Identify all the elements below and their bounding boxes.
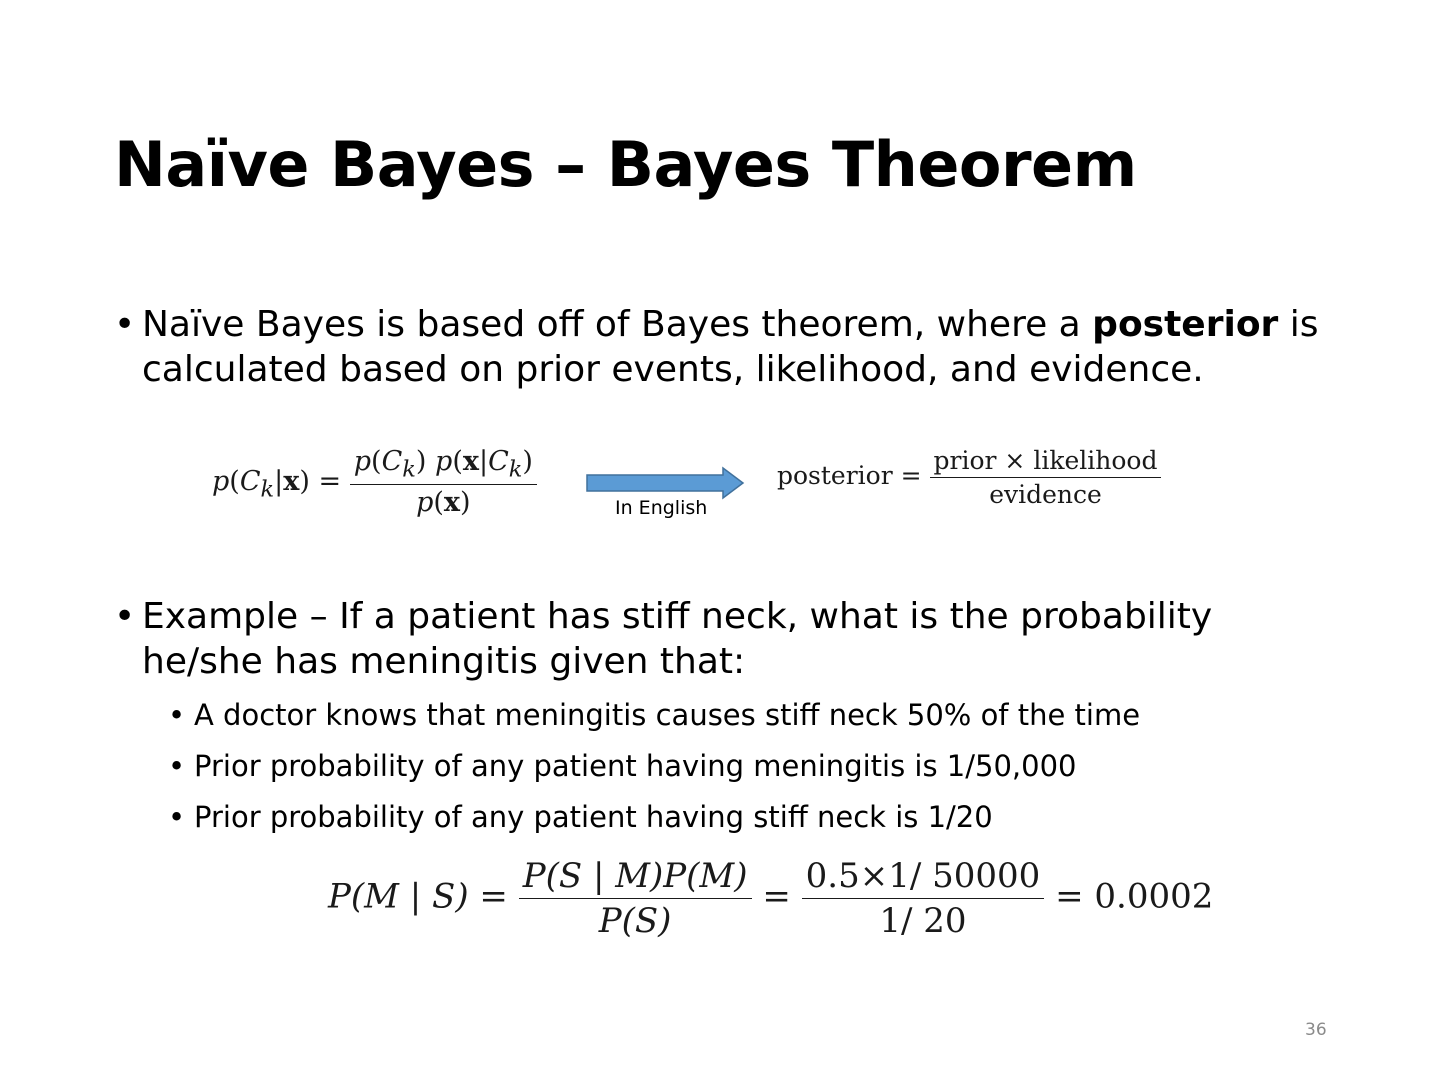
page-number: 36 bbox=[1305, 1020, 1327, 1040]
bullet-dot: • bbox=[114, 304, 136, 345]
fraction-denominator: evidence bbox=[989, 480, 1102, 509]
math-symbol: | bbox=[478, 446, 489, 477]
math-symbol: C bbox=[239, 465, 261, 497]
fraction-numerator: prior × likelihood bbox=[930, 446, 1162, 478]
math-symbol: x bbox=[283, 465, 300, 497]
math-symbol: x bbox=[462, 446, 479, 477]
math-symbol: ) bbox=[415, 446, 427, 477]
bullet-text-part: Naïve Bayes is based off of Bayes theorem, where a bbox=[142, 304, 1093, 345]
bullet-text bbox=[142, 302, 1344, 392]
sub-bullet bbox=[168, 697, 1328, 733]
math-symbol: ) bbox=[522, 446, 533, 477]
sub-bullet-text: Prior probability of any patient having meningitis is 1/50,000 bbox=[194, 749, 1077, 783]
math-symbol: ( bbox=[229, 465, 240, 497]
bullet-text-part: is calculated based on prior events, likelihood, and evidence. bbox=[142, 304, 1319, 390]
fraction-denominator: P(S) bbox=[598, 901, 672, 941]
math-symbol: p bbox=[212, 465, 230, 497]
math-subscript: k bbox=[260, 476, 275, 503]
math-symbol: x bbox=[443, 487, 461, 519]
arrow-right-icon bbox=[585, 466, 745, 500]
math-symbol: ( bbox=[371, 446, 382, 477]
formula-lhs: posterior = bbox=[777, 461, 922, 490]
sub-bullet bbox=[168, 748, 1328, 784]
sub-bullet-dot: • bbox=[168, 698, 186, 732]
bullet-text: Example – If a patient has stiff neck, what is the probability he/she has meningitis given that: bbox=[142, 596, 1213, 682]
math-symbol: ) = bbox=[299, 465, 342, 497]
formula-lhs: P(M | S) = bbox=[328, 876, 508, 917]
math-symbol: C bbox=[488, 446, 509, 477]
fraction-denominator bbox=[350, 485, 537, 518]
bayes-formula bbox=[212, 446, 537, 518]
arrow-shape bbox=[587, 468, 743, 498]
english-formula bbox=[777, 446, 1161, 509]
math-symbol: p bbox=[416, 487, 434, 519]
example-fraction-1 bbox=[519, 856, 752, 941]
bullet-bayes-definition bbox=[114, 302, 1344, 392]
formula-lhs bbox=[212, 465, 342, 503]
bullet-dot: • bbox=[114, 596, 136, 637]
english-fraction bbox=[930, 446, 1162, 509]
math-symbol: ( bbox=[433, 487, 444, 519]
sub-bullet-text: A doctor knows that meningitis causes stiff neck 50% of the time bbox=[194, 698, 1141, 732]
fraction-numerator bbox=[350, 446, 537, 485]
slide-title: Naïve Bayes – Bayes Theorem bbox=[114, 128, 1137, 201]
formula-equals: = bbox=[762, 876, 791, 917]
example-fraction-2 bbox=[802, 856, 1045, 941]
example-formula bbox=[328, 856, 1213, 941]
math-symbol: | bbox=[274, 465, 284, 497]
sub-bullet-text: Prior probability of any patient having stiff neck is 1/20 bbox=[194, 800, 993, 834]
bullet-bold-term: posterior bbox=[1092, 304, 1279, 345]
arrow-label: In English bbox=[615, 497, 708, 519]
fraction-denominator: 1/ 20 bbox=[879, 901, 967, 941]
sub-bullet-dot: • bbox=[168, 749, 186, 783]
sub-bullet-dot: • bbox=[168, 800, 186, 834]
math-symbol: ( bbox=[452, 446, 463, 477]
math-subscript: k bbox=[402, 456, 416, 483]
fraction-numerator: 0.5×1/ 50000 bbox=[802, 856, 1045, 899]
math-symbol: p bbox=[435, 446, 453, 477]
math-subscript: k bbox=[508, 456, 523, 483]
math-symbol: p bbox=[353, 446, 372, 477]
fraction-numerator: P(S | M)P(M) bbox=[519, 856, 752, 899]
math-symbol: ) bbox=[460, 487, 471, 519]
bayes-fraction bbox=[350, 446, 537, 518]
formula-result: = 0.0002 bbox=[1055, 876, 1214, 917]
math-symbol: C bbox=[381, 446, 403, 477]
bullet-example bbox=[114, 594, 1344, 684]
sub-bullet bbox=[168, 799, 1328, 835]
